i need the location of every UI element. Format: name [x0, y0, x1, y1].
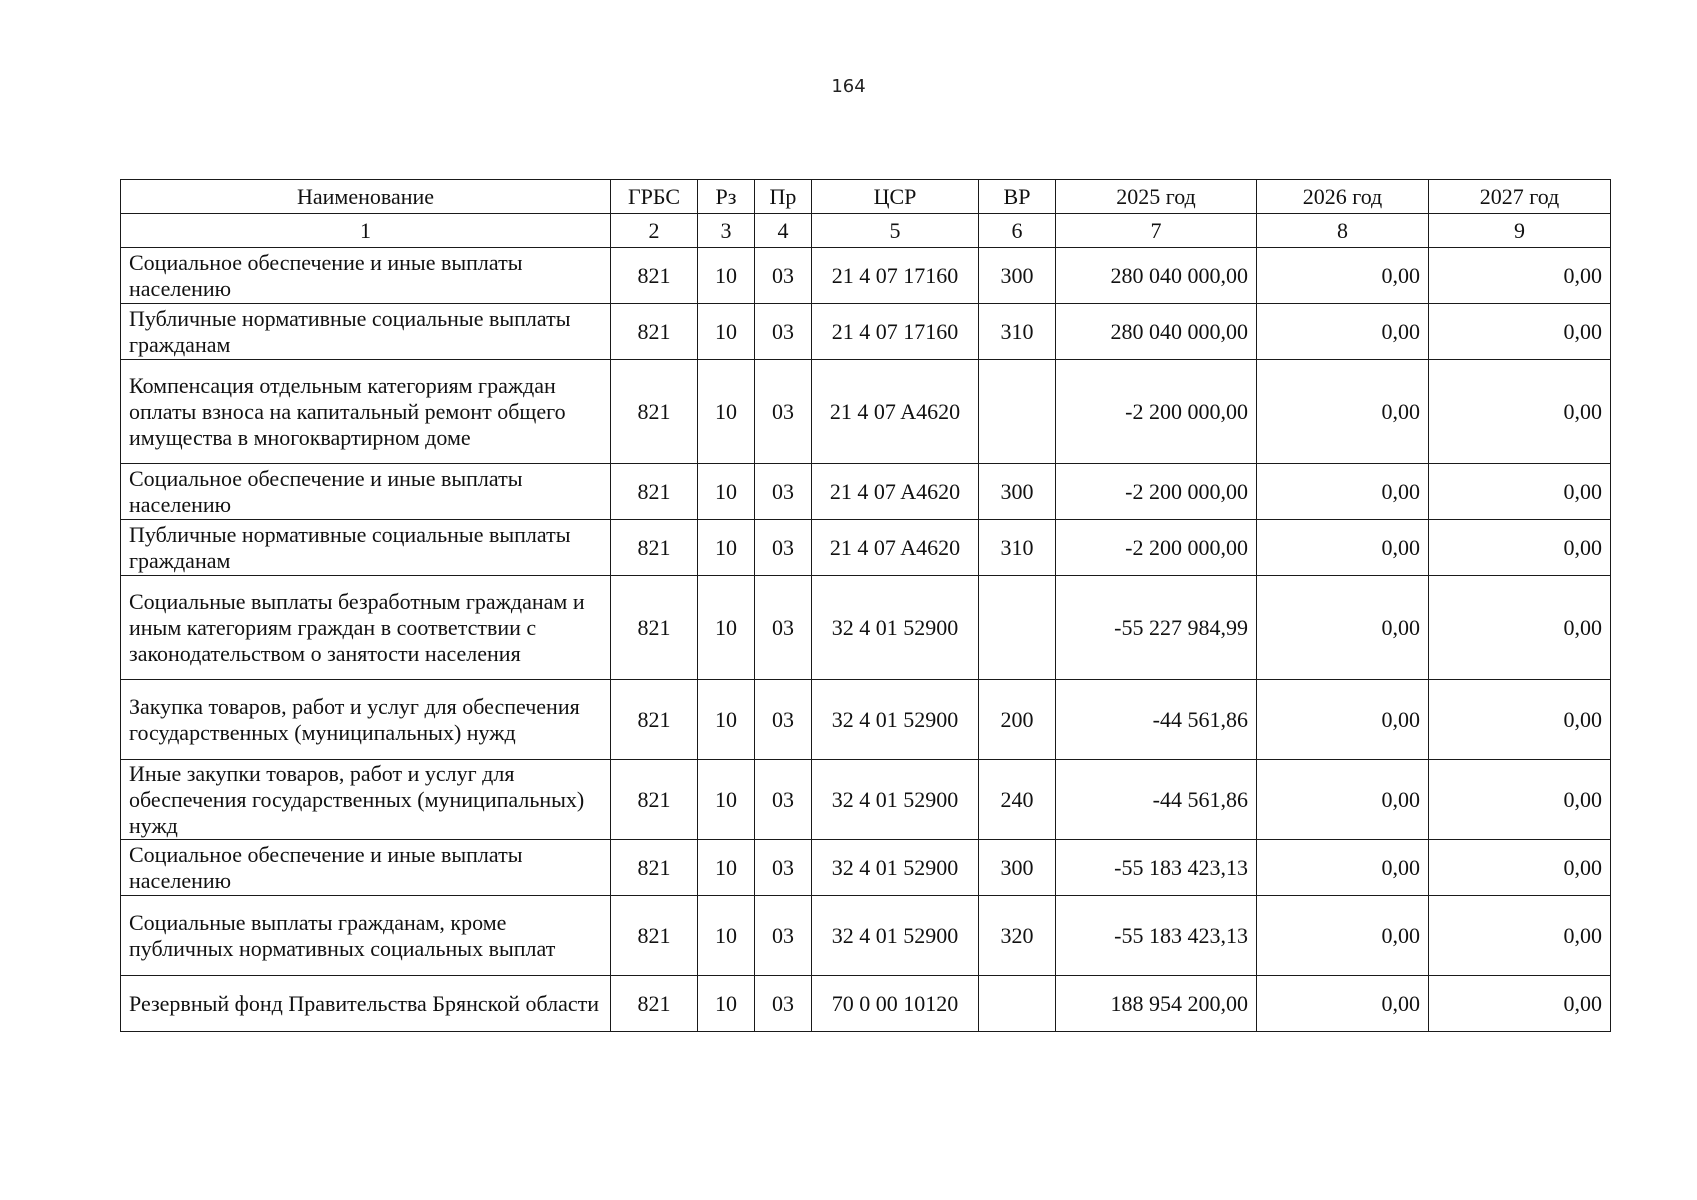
pr-cell: 03 [755, 976, 812, 1032]
rz-cell: 10 [698, 304, 755, 360]
rz-cell: 10 [698, 464, 755, 520]
grbs-cell: 821 [611, 896, 698, 976]
grbs-cell: 821 [611, 520, 698, 576]
name-cell: Социальное обеспечение и иные выплаты населению [121, 248, 611, 304]
column-number: 3 [698, 214, 755, 248]
amount-2027-cell: 0,00 [1429, 680, 1611, 760]
header-vr: ВР [979, 180, 1056, 214]
amount-2025-cell: 188 954 200,00 [1056, 976, 1257, 1032]
csr-cell: 32 4 01 52900 [812, 896, 979, 976]
column-number: 8 [1257, 214, 1429, 248]
vr-cell [979, 360, 1056, 464]
grbs-cell: 821 [611, 680, 698, 760]
table-row [121, 520, 1611, 576]
csr-cell: 21 4 07 17160 [812, 304, 979, 360]
column-number: 5 [812, 214, 979, 248]
amount-2027-cell: 0,00 [1429, 304, 1611, 360]
pr-cell: 03 [755, 360, 812, 464]
amount-2026-cell: 0,00 [1257, 680, 1429, 760]
amount-2025-cell: -2 200 000,00 [1056, 520, 1257, 576]
vr-cell: 300 [979, 464, 1056, 520]
amount-2027-cell: 0,00 [1429, 248, 1611, 304]
amount-2027-cell: 0,00 [1429, 576, 1611, 680]
amount-2025-cell: -44 561,86 [1056, 760, 1257, 840]
vr-cell [979, 976, 1056, 1032]
rz-cell: 10 [698, 680, 755, 760]
name-cell: Социальное обеспечение и иные выплаты населению [121, 464, 611, 520]
amount-2025-cell: -2 200 000,00 [1056, 464, 1257, 520]
page-number: 164 [831, 76, 866, 97]
column-number: 2 [611, 214, 698, 248]
amount-2027-cell: 0,00 [1429, 976, 1611, 1032]
pr-cell: 03 [755, 464, 812, 520]
name-cell: Социальные выплаты гражданам, кроме публичных нормативных социальных выплат [121, 896, 611, 976]
csr-cell: 21 4 07 A4620 [812, 520, 979, 576]
rz-cell: 10 [698, 520, 755, 576]
amount-2026-cell: 0,00 [1257, 576, 1429, 680]
vr-cell: 320 [979, 896, 1056, 976]
amount-2027-cell: 0,00 [1429, 896, 1611, 976]
header-row [121, 180, 1611, 214]
pr-cell: 03 [755, 760, 812, 840]
table-row [121, 760, 1611, 840]
amount-2027-cell: 0,00 [1429, 464, 1611, 520]
amount-2026-cell: 0,00 [1257, 520, 1429, 576]
grbs-cell: 821 [611, 248, 698, 304]
header-grbs: ГРБС [611, 180, 698, 214]
table-row [121, 680, 1611, 760]
amount-2025-cell: -44 561,86 [1056, 680, 1257, 760]
header-name: Наименование [121, 180, 611, 214]
amount-2025-cell: -55 183 423,13 [1056, 896, 1257, 976]
csr-cell: 32 4 01 52900 [812, 760, 979, 840]
rz-cell: 10 [698, 840, 755, 896]
csr-cell: 21 4 07 A4620 [812, 464, 979, 520]
name-cell: Публичные нормативные социальные выплаты гражданам [121, 304, 611, 360]
header-2026: 2026 год [1257, 180, 1429, 214]
name-cell: Компенсация отдельным категориям граждан оплаты взноса на капитальный ремонт общего имущества в многоквартирном доме [121, 360, 611, 464]
name-cell: Публичные нормативные социальные выплаты гражданам [121, 520, 611, 576]
header-2027: 2027 год [1429, 180, 1611, 214]
name-cell: Резервный фонд Правительства Брянской области [121, 976, 611, 1032]
header-pr: Пр [755, 180, 812, 214]
table-row [121, 576, 1611, 680]
pr-cell: 03 [755, 248, 812, 304]
rz-cell: 10 [698, 248, 755, 304]
budget-table [120, 179, 1611, 1032]
table-row [121, 464, 1611, 520]
amount-2025-cell: -2 200 000,00 [1056, 360, 1257, 464]
amount-2026-cell: 0,00 [1257, 976, 1429, 1032]
amount-2025-cell: 280 040 000,00 [1056, 248, 1257, 304]
pr-cell: 03 [755, 304, 812, 360]
amount-2026-cell: 0,00 [1257, 248, 1429, 304]
grbs-cell: 821 [611, 360, 698, 464]
amount-2026-cell: 0,00 [1257, 304, 1429, 360]
pr-cell: 03 [755, 520, 812, 576]
pr-cell: 03 [755, 896, 812, 976]
vr-cell [979, 576, 1056, 680]
grbs-cell: 821 [611, 840, 698, 896]
amount-2026-cell: 0,00 [1257, 840, 1429, 896]
amount-2025-cell: 280 040 000,00 [1056, 304, 1257, 360]
amount-2026-cell: 0,00 [1257, 896, 1429, 976]
amount-2026-cell: 0,00 [1257, 360, 1429, 464]
column-number: 7 [1056, 214, 1257, 248]
table-row [121, 248, 1611, 304]
amount-2026-cell: 0,00 [1257, 464, 1429, 520]
table-row [121, 840, 1611, 896]
column-number: 1 [121, 214, 611, 248]
grbs-cell: 821 [611, 304, 698, 360]
amount-2027-cell: 0,00 [1429, 840, 1611, 896]
table-row [121, 360, 1611, 464]
vr-cell: 240 [979, 760, 1056, 840]
csr-cell: 32 4 01 52900 [812, 680, 979, 760]
vr-cell: 310 [979, 520, 1056, 576]
amount-2027-cell: 0,00 [1429, 760, 1611, 840]
pr-cell: 03 [755, 680, 812, 760]
column-number: 4 [755, 214, 812, 248]
grbs-cell: 821 [611, 464, 698, 520]
name-cell: Иные закупки товаров, работ и услуг для обеспечения государственных (муниципальных) нужд [121, 760, 611, 840]
header-csr: ЦСР [812, 180, 979, 214]
csr-cell: 32 4 01 52900 [812, 840, 979, 896]
column-number: 6 [979, 214, 1056, 248]
table-row [121, 896, 1611, 976]
column-number-row [121, 214, 1611, 248]
pr-cell: 03 [755, 576, 812, 680]
vr-cell: 310 [979, 304, 1056, 360]
rz-cell: 10 [698, 976, 755, 1032]
column-number: 9 [1429, 214, 1611, 248]
header-2025: 2025 год [1056, 180, 1257, 214]
vr-cell: 200 [979, 680, 1056, 760]
rz-cell: 10 [698, 576, 755, 680]
amount-2026-cell: 0,00 [1257, 760, 1429, 840]
amount-2027-cell: 0,00 [1429, 520, 1611, 576]
amount-2027-cell: 0,00 [1429, 360, 1611, 464]
name-cell: Социальные выплаты безработным гражданам и иным категориям граждан в соответствии с законодательством о занятости населения [121, 576, 611, 680]
pr-cell: 03 [755, 840, 812, 896]
grbs-cell: 821 [611, 576, 698, 680]
rz-cell: 10 [698, 896, 755, 976]
csr-cell: 21 4 07 A4620 [812, 360, 979, 464]
csr-cell: 21 4 07 17160 [812, 248, 979, 304]
vr-cell: 300 [979, 248, 1056, 304]
table-row [121, 304, 1611, 360]
header-rz: Рз [698, 180, 755, 214]
grbs-cell: 821 [611, 976, 698, 1032]
name-cell: Закупка товаров, работ и услуг для обеспечения государственных (муниципальных) нужд [121, 680, 611, 760]
name-cell: Социальное обеспечение и иные выплаты населению [121, 840, 611, 896]
table-row [121, 976, 1611, 1032]
grbs-cell: 821 [611, 760, 698, 840]
amount-2025-cell: -55 227 984,99 [1056, 576, 1257, 680]
csr-cell: 70 0 00 10120 [812, 976, 979, 1032]
rz-cell: 10 [698, 360, 755, 464]
csr-cell: 32 4 01 52900 [812, 576, 979, 680]
amount-2025-cell: -55 183 423,13 [1056, 840, 1257, 896]
rz-cell: 10 [698, 760, 755, 840]
vr-cell: 300 [979, 840, 1056, 896]
